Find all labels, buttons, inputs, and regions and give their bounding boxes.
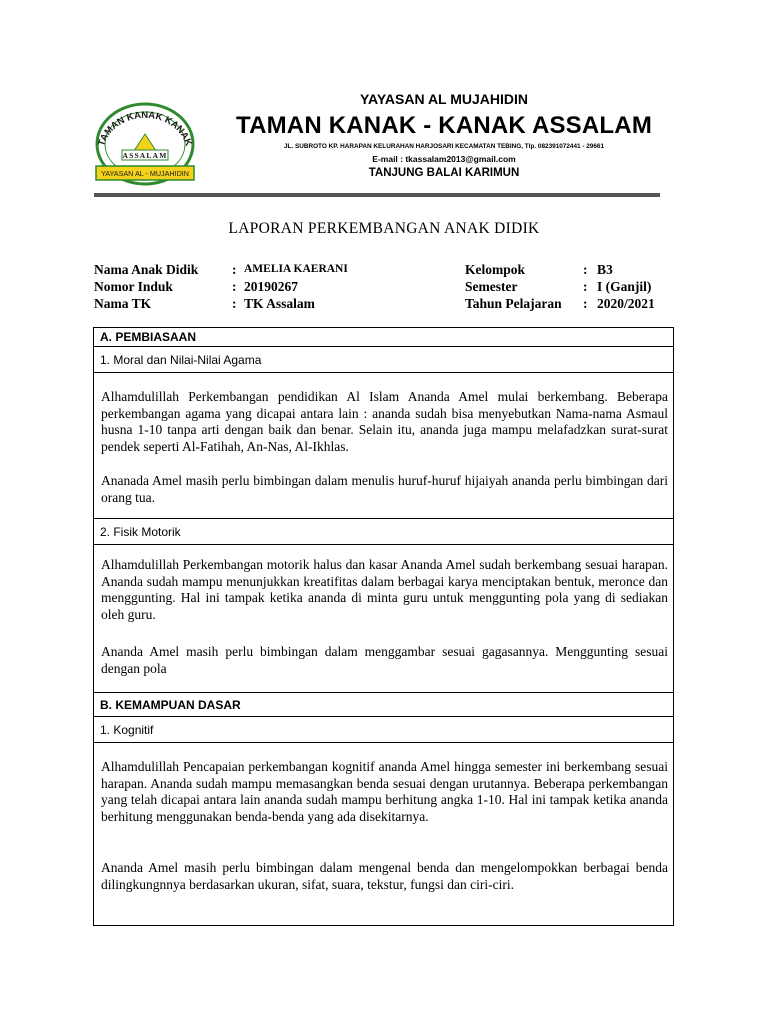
section-b-header: B. KEMAMPUAN DASAR [94,693,673,717]
info-separator: : [583,296,588,311]
school-year-value: 2020/2021 [597,296,655,311]
email-address: tkassalam2013@gmail.com [405,154,516,164]
report-title: LAPORAN PERKEMBANGAN ANAK DIDIK [228,220,540,237]
info-label: Nama TK [94,296,152,311]
info-label: Nomor Induk [94,279,173,294]
cognitive-header: 1. Kognitif [94,717,673,743]
school-address: JL. SUBROTO KP. HARAPAN KELURAHAN HARJOSARI KECAMATAN TEBING, Tlp. 082391072441 - 29661 [283,143,605,150]
school-name-value: TK Assalam [244,296,315,311]
student-number-value: 20190267 [244,279,298,294]
physical-motor-paragraph-2: Ananda Amel masih perlu bimbingan dalam menggambar sesuai gagasannya. Menggunting sesuai dengan pola [101,644,668,676]
student-name-value: AMELIA KAERANI [244,263,348,275]
svg-text:YAYASAN AL - MUJAHIDIN: YAYASAN AL - MUJAHIDIN [101,169,189,178]
info-label: Semester [465,279,518,294]
moral-religion-header: 1. Moral dan Nilai-Nilai Agama [94,347,673,373]
info-row-student-name [94,261,348,278]
moral-religion-paragraph-2: Ananada Amel masih perlu bimbingan dalam menulis huruf-huruf hijaiyah ananda perlu bimbingan dari orang tua. [101,473,668,505]
email-label: E-mail : [372,154,406,164]
section-a-header: A. PEMBIASAAN [94,328,673,347]
school-name: TAMAN KANAK - KANAK ASSALAM [235,112,653,139]
school-email-line [228,154,660,164]
svg-text:ASSALAM: ASSALAM [122,151,168,160]
info-row-semester [465,278,655,295]
school-city: TANJUNG BALAI KARIMUN [368,167,520,179]
svg-text:TAMAN KANAK KANAK: TAMAN KANAK KANAK [96,109,194,148]
info-separator: : [583,262,588,277]
moral-religion-paragraph-1: Alhamdulillah Perkembangan pendidikan Al Islam Ananda Amel mulai berkembang. Beberapa perkembangan agama yang dicapai antara lain : ananda sudah bisa menyebutkan Nama-nama Asmaul husna 1-10 tanpa arti dengan baik dan benar. Selain itu, ananda juga mampu melafadzkan surat-surat pendek seperti Al-Fatihah, An-Nas, Al-Ikhlas. [101,389,668,454]
foundation-name: YAYASAN AL MUJAHIDIN [359,91,529,107]
info-row-school-year [465,295,655,312]
info-separator: : [232,279,237,294]
student-info-right [465,261,655,312]
letterhead-divider [94,193,660,197]
info-row-group [465,261,655,278]
info-separator: : [583,279,588,294]
physical-motor-header: 2. Fisik Motorik [94,519,673,545]
info-separator: : [232,262,237,277]
school-logo [92,96,198,186]
info-label: Tahun Pelajaran [465,296,562,311]
physical-motor-paragraph-1: Alhamdulillah Perkembangan motorik halus dan kasar Ananda Amel sudah berkembang sesuai harapan. Ananda sudah mampu menunjukkan kreatifitas dalam berbagai karya menciptakan bentuk, meronce dan menggunting. Hal ini tampak ketika ananda di minta guru untuk menggunting pola yang di sediakan oleh guru. [101,557,668,622]
student-info-left [94,261,348,312]
info-label: Kelompok [465,262,526,277]
info-separator: : [232,296,237,311]
cognitive-paragraph-2: Ananda Amel masih perlu bimbingan dalam mengenal benda dan mengelompokkan berbagai benda dilingkungnnya berdasarkan ukuran, sifat, suara, tekstur, fungsi dan ciri-ciri. [101,860,668,892]
cognitive-paragraph-1: Alhamdulillah Pencapaian perkembangan kognitif ananda Amel hingga semester ini berkembang sesuai harapan. Ananda sudah mampu memasangkan benda sesuai dengan urutannya. Beberapa perkembangan yang telah dicapai antara lain ananda sudah mampu berhitung angka 1-10. Hal ini tampak ketika ananda berhitung menggunakan benda-benda yang ada disekitarnya. [101,759,668,824]
group-value: B3 [597,262,613,277]
report-table [93,327,674,926]
info-label: Nama Anak Didik [94,262,199,277]
semester-value: I (Ganjil) [597,279,652,294]
info-row-school-name [94,295,348,312]
info-row-student-number [94,278,348,295]
